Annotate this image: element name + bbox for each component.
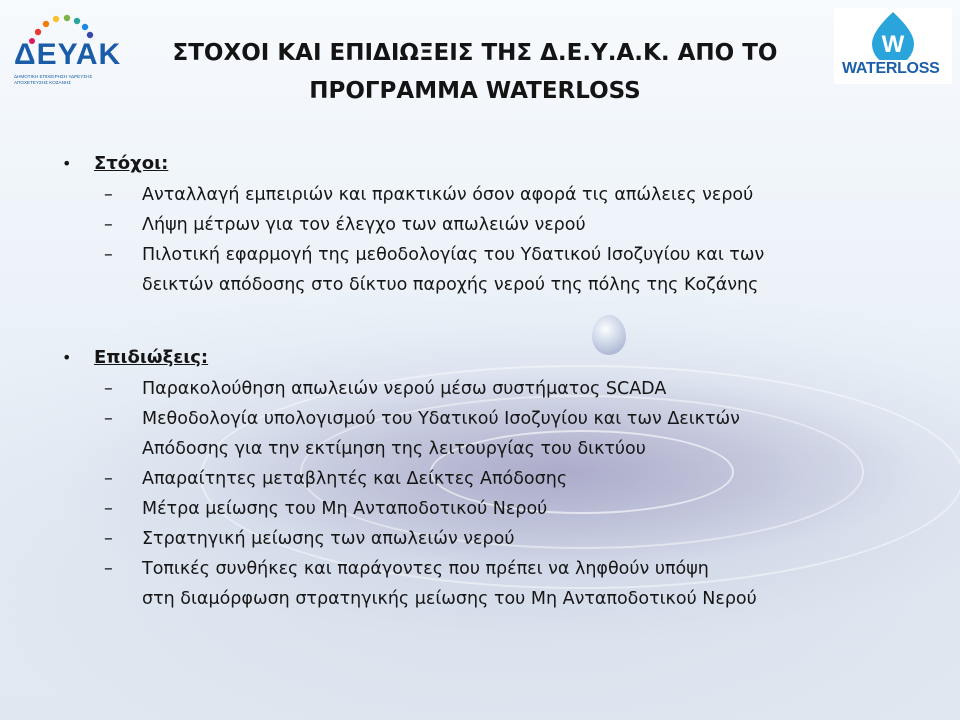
list-item-text: Μέτρα μείωσης του Μη Ανταποδοτικού Νερού <box>142 499 548 519</box>
page-title-line-1: ΣΤΟΧΟΙ ΚΑΙ ΕΠΙΔΙΩΞΕΙΣ ΤΗΣ Δ.Ε.Υ.Α.Κ. ΑΠΟ ΤΟ <box>172 40 778 66</box>
deyak-logo-icon <box>10 10 122 94</box>
page-title-line-2: ΠΡΟΓΡΑΜΜΑ WATERLOSS <box>309 78 641 104</box>
dash-marker: – <box>104 215 113 235</box>
section-spacer <box>62 300 882 342</box>
deyak-logo-text: ΔΕΥΑΚ <box>14 38 122 71</box>
dash-marker: – <box>104 469 113 489</box>
list-item <box>62 374 882 404</box>
dash-marker: – <box>104 409 113 429</box>
list-item <box>62 494 882 524</box>
list-item <box>62 464 882 494</box>
dash-marker: – <box>104 379 113 399</box>
page-title <box>130 34 820 110</box>
waterloss-logo-text: WATERLOSS <box>842 60 940 77</box>
list-item-text-continued: στη διαμόρφωση στρατηγικής μείωσης του Μη Ανταποδοτικού Νερού <box>142 589 757 609</box>
list-item-text: Ανταλλαγή εμπειριών και πρακτικών όσον αφορά τις απώλειες νερού <box>142 185 754 205</box>
section-goals <box>62 148 882 300</box>
list-item-text: Παρακολούθηση απωλειών νερού μέσω συστήματος SCADA <box>142 379 667 399</box>
waterloss-drop-icon <box>834 8 952 60</box>
section-header <box>62 342 882 374</box>
dash-marker: – <box>104 185 113 205</box>
waterloss-logo-icon <box>834 8 952 84</box>
bullet-marker: • <box>62 348 72 367</box>
dash-marker: – <box>104 529 113 549</box>
list-item <box>62 554 882 614</box>
list-item-text: Λήψη μέτρων για τον έλεγχο των απωλειών νερού <box>142 215 586 235</box>
section-aims <box>62 342 882 614</box>
waterloss-letter: W <box>881 31 905 58</box>
slide-body <box>62 148 882 614</box>
list-item-text-continued: Απόδοσης για την εκτίμηση της λειτουργίας του δικτύου <box>142 439 646 459</box>
dash-marker: – <box>104 559 113 579</box>
section-label: Επιδιώξεις: <box>94 347 209 368</box>
list-item-text: Πιλοτική εφαρμογή της μεθοδολογίας του Υδατικού Ισοζυγίου και των <box>142 245 765 265</box>
list-item <box>62 180 882 210</box>
list-item <box>62 240 882 300</box>
section-header <box>62 148 882 180</box>
list-item-text: Στρατηγική μείωσης των απωλειών νερού <box>142 529 515 549</box>
dash-marker: – <box>104 245 113 265</box>
list-item-text: Μεθοδολογία υπολογισμού του Υδατικού Ισοζυγίου και των Δεικτών <box>142 409 740 429</box>
section-label: Στόχοι: <box>94 153 169 174</box>
list-item-text: Απαραίτητες μεταβλητές και Δείκτες Απόδοσης <box>142 469 568 489</box>
deyak-logo-subtext: ΔΗΜΟΤΙΚΗ ΕΠΙΧΕΙΡΗΣΗ ΥΔΡΕΥΣΗΣ ΑΠΟΧΕΤΕΥΣΗΣ ΚΟΖΑΝΗΣ <box>14 74 93 85</box>
bullet-marker: • <box>62 154 72 173</box>
list-item <box>62 404 882 464</box>
dash-marker: – <box>104 499 113 519</box>
list-item-text: Τοπικές συνθήκες και παράγοντες που πρέπει να ληφθούν υπόψη <box>142 559 709 579</box>
list-item <box>62 524 882 554</box>
list-item <box>62 210 882 240</box>
list-item-text-continued: δεικτών απόδοσης στο δίκτυο παροχής νερού της πόλης της Κοζάνης <box>142 275 759 295</box>
